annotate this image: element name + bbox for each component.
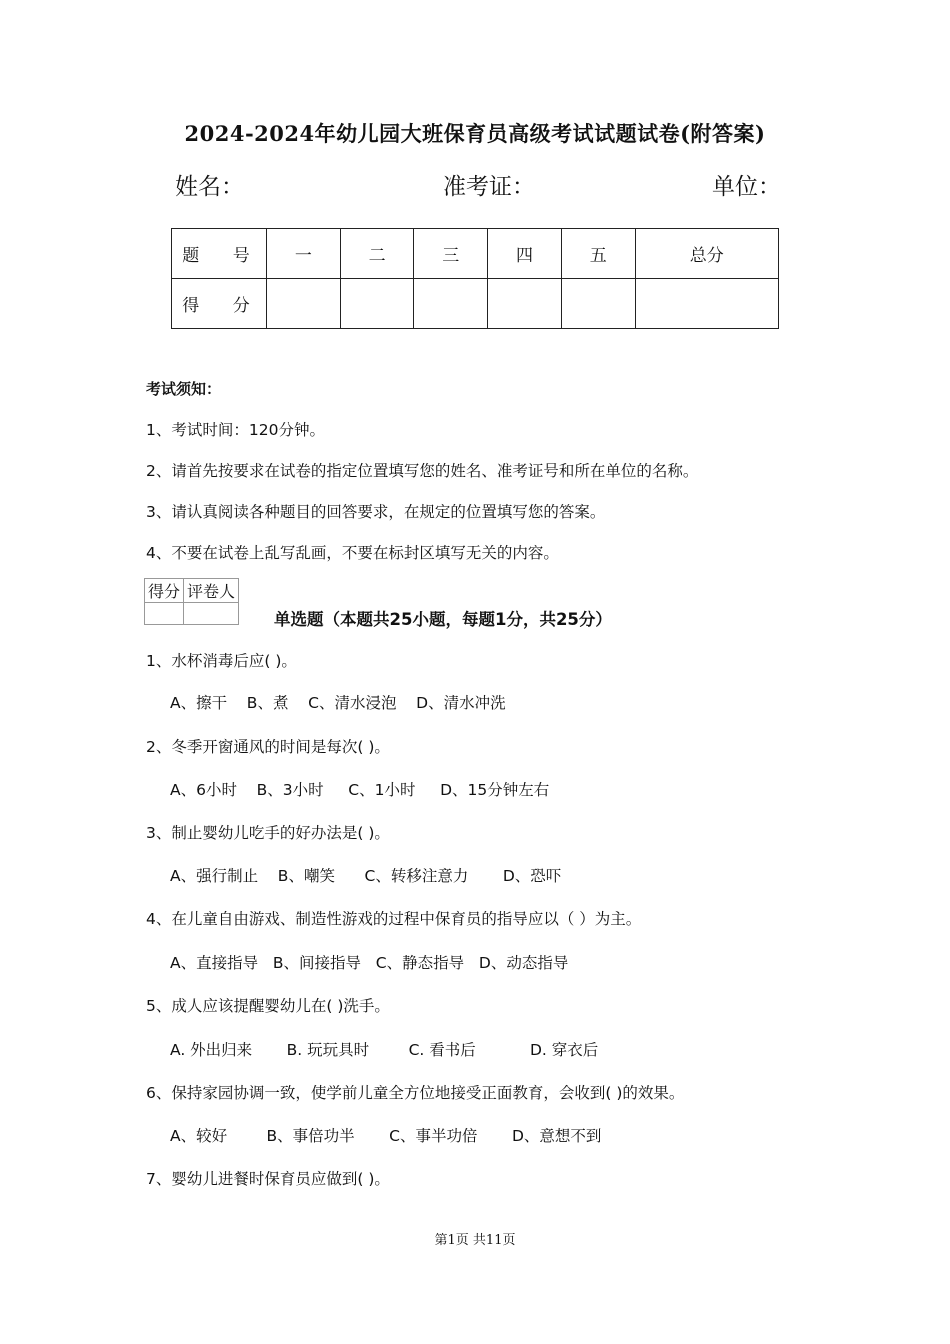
notice-item: 4、不要在试卷上乱写乱画，不要在标封区填写无关的内容。 <box>146 544 559 562</box>
question-options: A、强行制止 B、嘲笑 C、转移注意力 D、恐吓 <box>170 867 562 885</box>
notice-heading: 考试须知： <box>146 380 222 398</box>
question-text: 6、保持家园协调一致，使学前儿童全方位地接受正面教育，会收到( )的效果。 <box>146 1084 685 1102</box>
notice-item: 3、请认真阅读各种题目的回答要求，在规定的位置填写您的答案。 <box>146 503 606 521</box>
question-text: 4、在儿童自由游戏、制造性游戏的过程中保育员的指导应以（ ）为主。 <box>146 910 642 928</box>
score-table-header-row <box>172 229 779 279</box>
score-row-label: 得 分 <box>172 279 267 329</box>
question-text: 1、水杯消毒后应( )。 <box>146 652 297 670</box>
document-title: 2024-2024年幼儿园大班保育员高级考试试题试卷(附答案) <box>184 121 766 146</box>
page-footer: 第1页 共11页 <box>434 1233 516 1248</box>
score-table-score-row <box>172 279 779 329</box>
grader-reviewer-label: 评卷人 <box>184 579 239 603</box>
question-text: 2、冬季开窗通风的时间是每次( )。 <box>146 738 390 756</box>
question-options: A、较好 B、事倍功半 C、事半功倍 D、意想不到 <box>170 1127 602 1145</box>
question-options: A、直接指导 B、间接指导 C、静态指导 D、动态指导 <box>170 954 569 972</box>
section-1-header: 一 <box>267 229 341 279</box>
score-cell-5[interactable] <box>561 279 635 329</box>
question-text: 5、成人应该提醒婴幼儿在( )洗手。 <box>146 997 390 1015</box>
score-table <box>171 228 779 329</box>
total-header: 总分 <box>635 229 778 279</box>
question-number-header: 题 号 <box>172 229 267 279</box>
section-5-header: 五 <box>561 229 635 279</box>
section-title: 单选题（本题共25小题，每题1分，共25分） <box>274 610 612 629</box>
question-options: A、擦干 B、煮 C、清水浸泡 D、清水冲洗 <box>170 694 506 712</box>
section-4-header: 四 <box>488 229 562 279</box>
name-label: 姓名： <box>175 174 244 200</box>
notice-item: 1、考试时间：120分钟。 <box>146 421 325 439</box>
grader-box <box>144 578 239 625</box>
question-options: A、6小时 B、3小时 C、1小时 D、15分钟左右 <box>170 781 550 799</box>
score-cell-total[interactable] <box>635 279 778 329</box>
score-cell-1[interactable] <box>267 279 341 329</box>
grader-reviewer-cell[interactable] <box>184 603 239 625</box>
question-text: 7、婴幼儿进餐时保育员应做到( )。 <box>146 1170 390 1188</box>
question-text: 3、制止婴幼儿吃手的好办法是( )。 <box>146 824 390 842</box>
score-cell-2[interactable] <box>340 279 414 329</box>
candidate-info-fields <box>0 168 950 208</box>
section-2-header: 二 <box>340 229 414 279</box>
score-cell-4[interactable] <box>488 279 562 329</box>
question-options: A. 外出归来 B. 玩玩具时 C. 看书后 D. 穿衣后 <box>170 1041 599 1059</box>
exam-number-label: 准考证： <box>443 174 535 200</box>
grader-score-cell[interactable] <box>145 603 184 625</box>
score-cell-3[interactable] <box>414 279 488 329</box>
notice-item: 2、请首先按要求在试卷的指定位置填写您的姓名、准考证号和所在单位的名称。 <box>146 462 699 480</box>
grader-score-label: 得分 <box>145 579 184 603</box>
section-3-header: 三 <box>414 229 488 279</box>
unit-label: 单位： <box>712 174 781 200</box>
